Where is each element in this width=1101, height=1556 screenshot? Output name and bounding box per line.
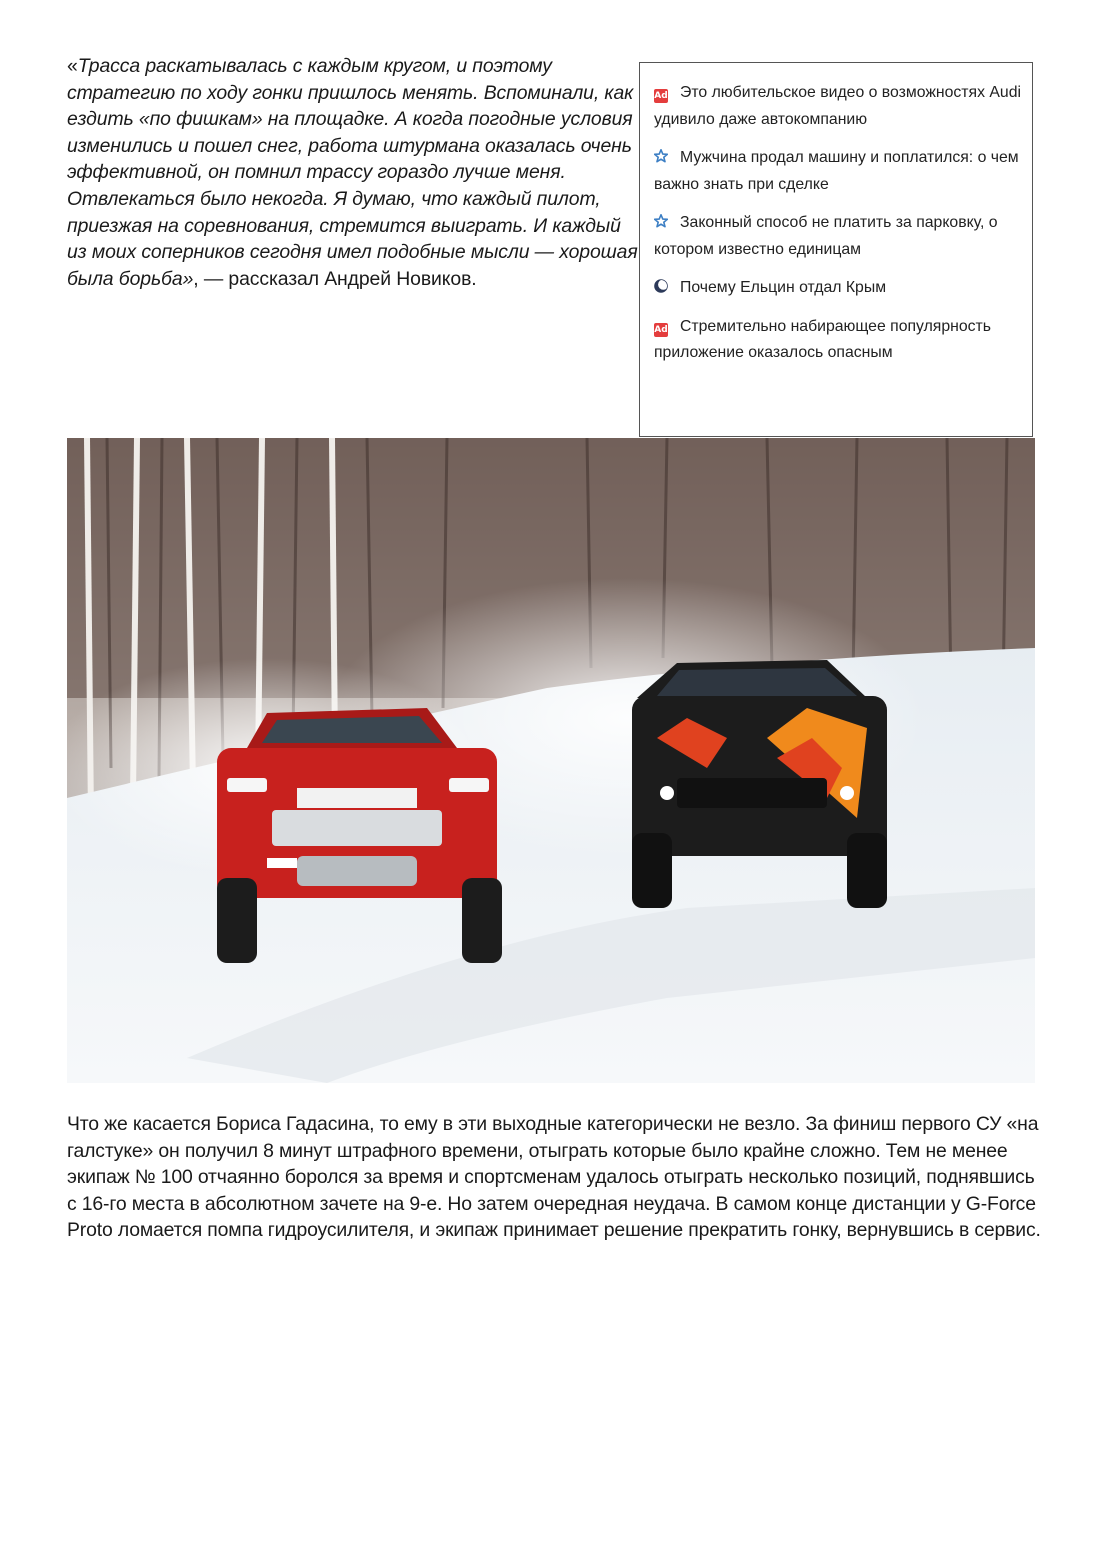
rec-text: Почему Ельцин отдал Крым bbox=[680, 279, 887, 296]
moon-icon bbox=[654, 279, 668, 293]
quote-close-mark: » bbox=[182, 267, 194, 290]
rec-link-car-sale[interactable] bbox=[654, 145, 1022, 198]
quote-block bbox=[67, 53, 639, 292]
quote-open-mark: « bbox=[67, 55, 78, 77]
rec-link-app[interactable] bbox=[654, 314, 1022, 367]
ad-icon: Ad bbox=[654, 91, 668, 101]
quote-text: Трасса раскатывалась с каждым кругом, и поэтому стратегию по ходу гонки пришлось менять. Вспоминали, как ездить «по фишкам» на площадке. А когда погодные условия изменились и пошел снег, работа штурмана оказалась очень эффективной, он помнил трассу гораздо лучше меня. Отвлекаться было некогда. Я думаю, что каждый пилот, приезжая на соревнования, стремится выиграть. И каждый из моих соперников сегодня имел подобные мысли — хорошая была борьба bbox=[67, 55, 638, 290]
quote-attribution: , — рассказал Андрей Новиков. bbox=[193, 267, 477, 290]
rec-link-crimea[interactable] bbox=[654, 275, 1022, 302]
recommendations-widget bbox=[639, 62, 1033, 437]
rec-text: Мужчина продал машину и поплатился: о чем важно знать при сделке bbox=[654, 149, 1019, 193]
article-paragraph: Что же касается Бориса Гадасина, то ему в эти выходные категорически не везло. За финиш первого СУ «на галстуке» он получил 8 минут штрафного времени, отыграть которые было крайне сложно. Тем не менее экипаж № 100 отчаянно боролся за время и спортсменам удалось отыграть несколько позиций, поднявшись с 16-го места в абсолютном зачете на 9-е. Но затем очередная неудача. В самом конце дистанции у G-Force Proto ломается помпа гидроусилителя, и экипаж принимает решение прекратить гонку, вернувшись в сервис. bbox=[67, 1113, 1041, 1242]
rec-text: Законный способ не платить за парковку, о котором известно единицам bbox=[654, 214, 998, 258]
rec-link-audi[interactable] bbox=[654, 80, 1022, 133]
star-icon bbox=[654, 214, 668, 228]
rec-text: Стремительно набирающее популярность приложение оказалось опасным bbox=[654, 317, 992, 361]
rec-link-parking[interactable] bbox=[654, 210, 1022, 263]
rec-text: Это любительское видео о возможностях Audi удивило даже автокомпанию bbox=[654, 84, 1022, 128]
star-icon bbox=[654, 149, 668, 163]
rally-cars-photo bbox=[67, 438, 1035, 1083]
ad-icon: Ad bbox=[654, 324, 668, 335]
rally-photo-illustration bbox=[67, 438, 1035, 1083]
